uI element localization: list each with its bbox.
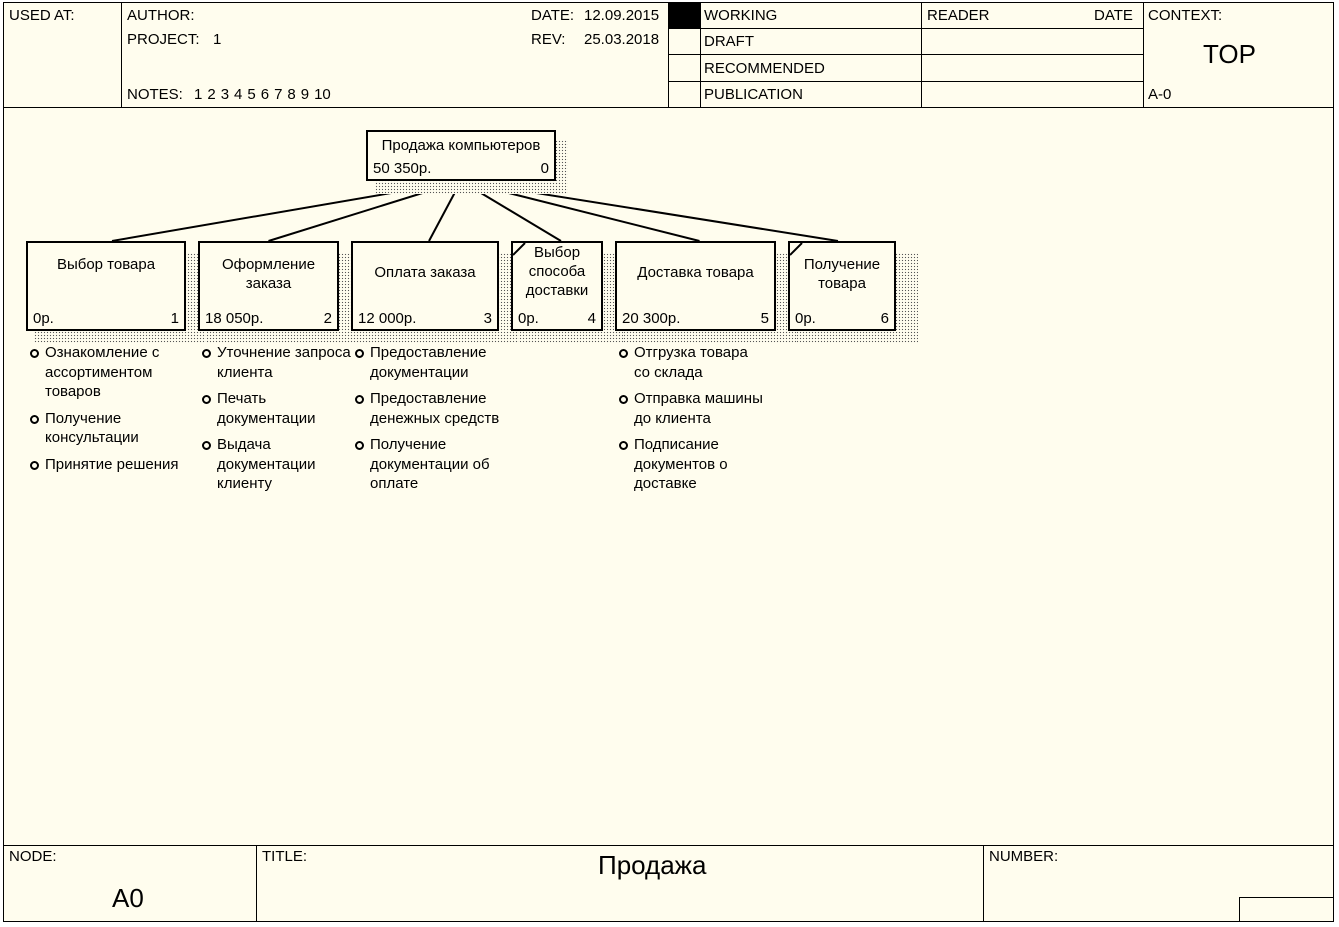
activity-note-item: Предоставление документации xyxy=(353,343,503,382)
note-number[interactable]: 4 xyxy=(234,86,243,103)
status-recommended: RECOMMENDED xyxy=(704,60,825,77)
node-label: NODE: xyxy=(9,848,57,865)
used-at-label: USED AT: xyxy=(9,7,75,24)
status-draft: DRAFT xyxy=(704,33,754,50)
activity-box-4[interactable] xyxy=(511,241,603,331)
title-label: TITLE: xyxy=(262,848,308,865)
note-number[interactable]: 2 xyxy=(207,86,216,103)
activity-note-item: Отгрузка товара со склада xyxy=(617,343,767,382)
idef0-diagram-frame xyxy=(3,2,1334,922)
activity-number: 4 xyxy=(587,310,596,327)
rev-value: 25.03.2018 xyxy=(584,31,660,48)
activity-box-5[interactable] xyxy=(615,241,776,331)
date-label: DATE: xyxy=(531,7,575,24)
activity-cost: 20 300р. xyxy=(622,310,681,327)
activity-note-item: Предоставление денежных средств xyxy=(353,389,503,428)
activity-cost: 0р. xyxy=(33,310,54,327)
reader-date-label: DATE xyxy=(1094,7,1133,24)
context-value: TOP xyxy=(1203,39,1256,69)
activity-name: Выбор способа доставки xyxy=(525,244,589,299)
activity-name: Выбор товара xyxy=(56,256,156,273)
note-number[interactable]: 6 xyxy=(260,86,270,103)
activity-note-item: Отправка машины до клиента xyxy=(617,389,767,428)
note-number[interactable]: 8 xyxy=(287,86,296,103)
activity-name: Доставка товара xyxy=(637,264,754,281)
activity-note-item: Подписание документов о доставке xyxy=(617,435,767,494)
activity-name: Оплата заказа xyxy=(374,264,476,281)
activity-note-item: Уточнение запроса клиента xyxy=(200,343,360,382)
status-publication: PUBLICATION xyxy=(704,86,803,103)
activity-cost: 12 000р. xyxy=(358,310,417,327)
note-number[interactable]: 3 xyxy=(220,86,230,103)
note-number[interactable]: 1 xyxy=(194,86,203,103)
activity-number: 3 xyxy=(483,310,492,327)
activity-number: 6 xyxy=(880,310,889,327)
activity-box-3[interactable] xyxy=(351,241,499,331)
activity-note-item: Печать документации xyxy=(200,389,360,428)
activity-notes-list xyxy=(200,343,360,501)
activity-note-item: Выдача документации клиенту xyxy=(200,435,360,494)
activity-cost: 0р. xyxy=(518,310,539,327)
activity-cost: 18 050р. xyxy=(205,310,264,327)
activity-box-6[interactable] xyxy=(788,241,896,331)
activity-number: 5 xyxy=(760,310,769,327)
activity-name: Оформление заказа xyxy=(221,256,316,292)
activity-name: Получение товара xyxy=(803,256,881,292)
project-value: 1 xyxy=(213,31,222,48)
note-number[interactable]: 7 xyxy=(274,86,283,103)
author-label: AUTHOR: xyxy=(127,7,195,24)
status-working: WORKING xyxy=(704,7,778,24)
reader-label: READER xyxy=(927,7,990,24)
root-activity-name: Продажа компьютеров xyxy=(381,137,541,154)
activity-box-1[interactable] xyxy=(26,241,186,331)
node-value: A0 xyxy=(112,883,144,913)
activity-notes-list xyxy=(617,343,767,501)
context-label: CONTEXT: xyxy=(1148,7,1223,24)
note-number[interactable]: 10 xyxy=(314,86,331,103)
activity-note-item: Получение документации об оплате xyxy=(353,435,503,494)
activity-notes-list xyxy=(353,343,503,501)
root-activity-box[interactable] xyxy=(366,130,556,181)
activity-number: 1 xyxy=(170,310,179,327)
rev-label: REV: xyxy=(531,31,566,48)
activity-notes-list xyxy=(28,343,188,481)
activity-note-item: Получение консультации xyxy=(28,409,188,448)
number-label: NUMBER: xyxy=(989,848,1059,865)
notes-label: NOTES: xyxy=(127,86,183,103)
root-activity-number: 0 xyxy=(540,160,549,177)
note-number[interactable]: 5 xyxy=(247,86,256,103)
activity-cost: 0р. xyxy=(795,310,816,327)
activity-note-item: Ознакомление с ассортиментом товаров xyxy=(28,343,188,402)
note-number[interactable]: 9 xyxy=(300,86,310,103)
activity-note-item: Принятие решения xyxy=(28,455,188,475)
activity-box-2[interactable] xyxy=(198,241,339,331)
date-value: 12.09.2015 xyxy=(584,7,660,24)
project-label: PROJECT: xyxy=(127,31,200,48)
diagram-title: Продажа xyxy=(598,850,707,880)
root-activity-cost: 50 350р. xyxy=(373,160,432,177)
context-node: A-0 xyxy=(1148,86,1172,103)
activity-number: 2 xyxy=(323,310,332,327)
